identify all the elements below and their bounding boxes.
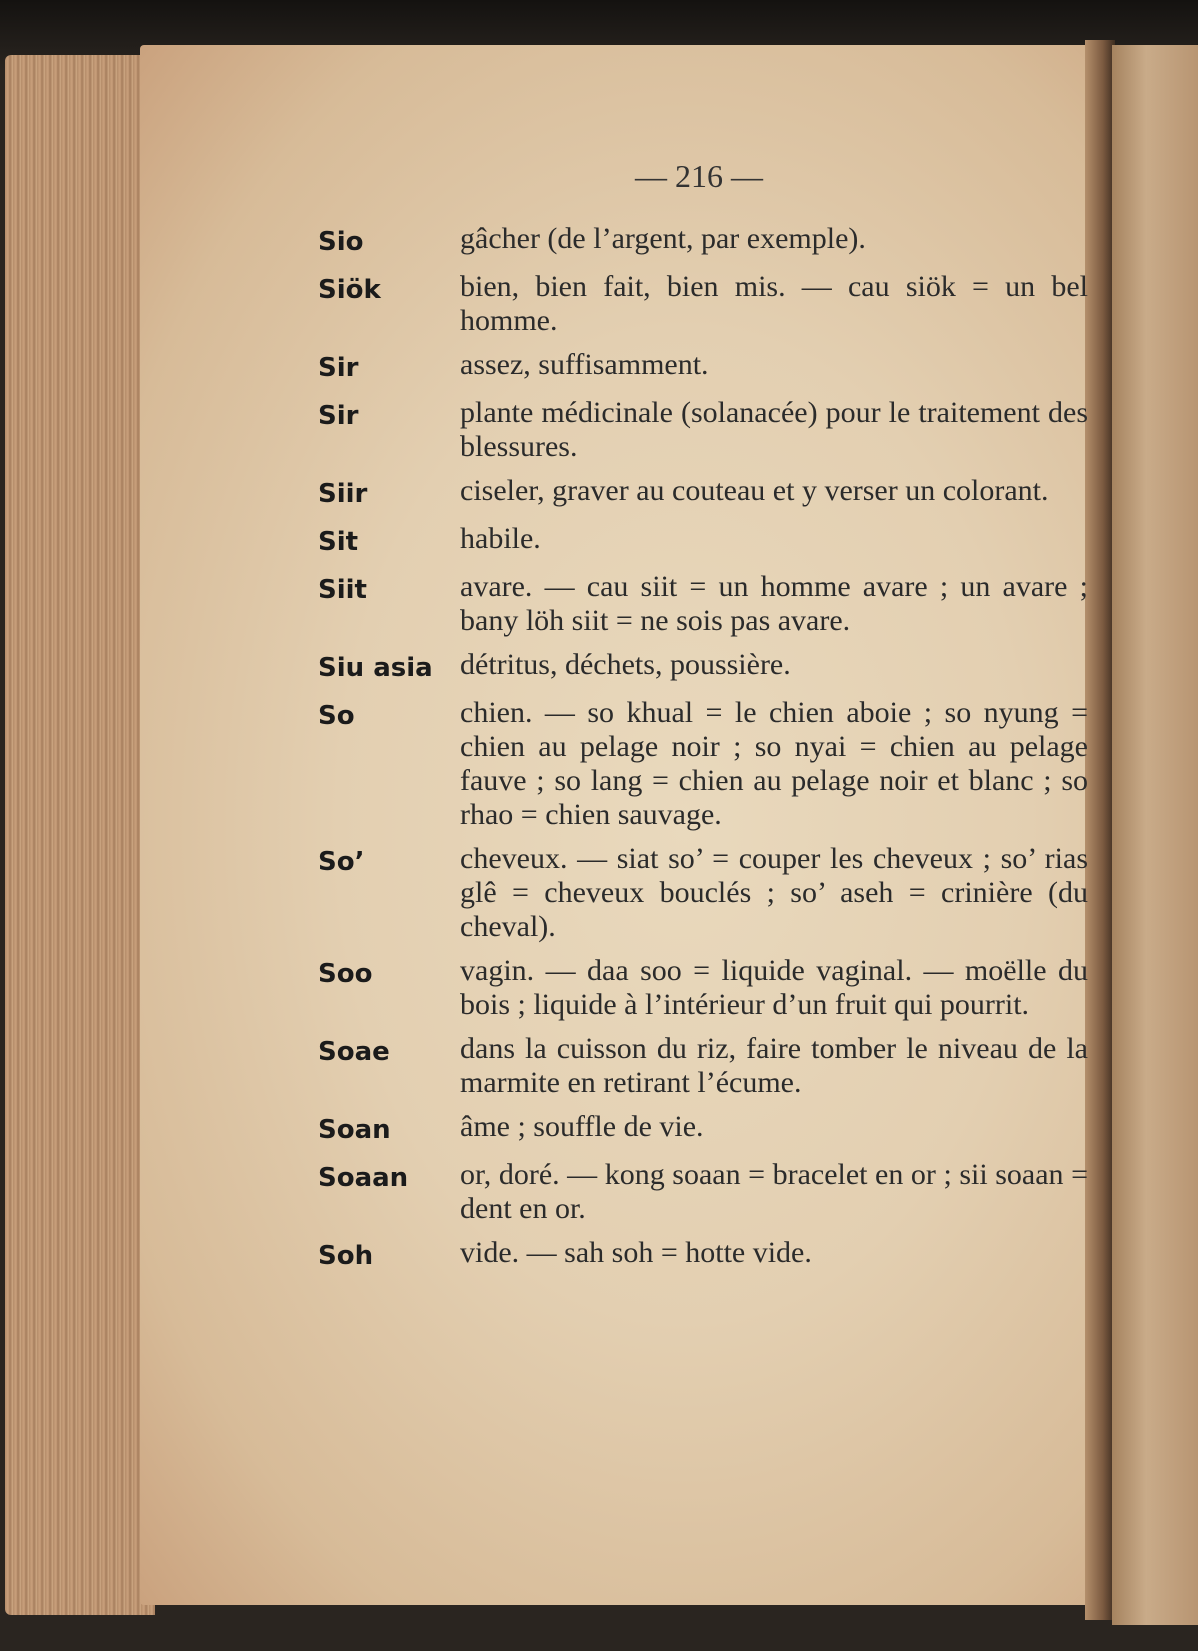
definition: vide. — sah soh = hotte vide. — [460, 1236, 812, 1269]
page-stack-edges — [5, 55, 155, 1615]
entry — [318, 648, 1088, 686]
definition: gâcher (de l’argent, par exemple). — [460, 222, 866, 255]
definition: habile. — [460, 522, 541, 555]
headword: Sir — [318, 353, 359, 383]
page-number: — 216 — — [635, 158, 763, 194]
definition: chien. — so khual = le chien aboie ; so nyung = chien au pelage noir ; so nyai = chien au pelage fauve ; so lang = chien au pelage noir et blanc ; so rhao = chien sauvage. — [460, 696, 1088, 831]
definition: or, doré. — kong soaan = bracelet en or ; sii soaan = dent en or. — [460, 1158, 1088, 1225]
headword: Sir — [318, 401, 359, 431]
definition: dans la cuisson du riz, faire tomber le niveau de la marmite en retirant l’écume. — [460, 1032, 1088, 1099]
entry — [318, 954, 1088, 1022]
entry — [318, 696, 1088, 832]
headword: Soae — [318, 1037, 390, 1067]
facing-page-edge — [1112, 45, 1198, 1625]
headword: Siu asia — [318, 653, 433, 683]
entry — [318, 396, 1088, 464]
headword: Siit — [318, 575, 367, 605]
entry — [318, 570, 1088, 638]
entry — [318, 474, 1088, 512]
headword: So — [318, 701, 355, 731]
headword: Soh — [318, 1241, 374, 1271]
headword: Sit — [318, 527, 359, 557]
headword: Soan — [318, 1115, 391, 1145]
entry — [318, 1032, 1088, 1100]
definition: cheveux. — siat so’ = couper les cheveux ; so’ rias glê = cheveux bouclés ; so’ aseh = crinière (du cheval). — [460, 842, 1088, 943]
headword: Soaan — [318, 1163, 409, 1193]
definition: âme ; souffle de vie. — [460, 1110, 704, 1143]
definition: ciseler, graver au couteau et y verser un colorant. — [460, 474, 1049, 507]
entry — [318, 1236, 1088, 1274]
headword: Siök — [318, 275, 381, 305]
entry — [318, 842, 1088, 944]
headword: Soo — [318, 959, 373, 989]
entry — [318, 348, 1088, 386]
definition: bien, bien fait, bien mis. — cau siök = un bel homme. — [460, 270, 1088, 337]
entry — [318, 222, 1088, 260]
entry — [318, 522, 1088, 560]
definition: avare. — cau siit = un homme avare ; un avare ; bany löh siit = ne sois pas avare. — [460, 570, 1088, 637]
entry — [318, 1110, 1088, 1148]
headword: Siir — [318, 479, 368, 509]
definition: détritus, déchets, poussière. — [460, 648, 791, 681]
definition: assez, suffisamment. — [460, 348, 709, 381]
entry — [318, 270, 1088, 338]
book-spine — [1085, 40, 1115, 1620]
dictionary-entries — [318, 222, 1088, 1284]
definition: vagin. — daa soo = liquide vaginal. — moëlle du bois ; liquide à l’intérieur d’un fruit qui pourrit. — [460, 954, 1088, 1021]
entry — [318, 1158, 1088, 1226]
headword: So’ — [318, 847, 365, 877]
definition: plante médicinale (solanacée) pour le traitement des blessures. — [460, 396, 1088, 463]
headword: Sio — [318, 227, 364, 257]
